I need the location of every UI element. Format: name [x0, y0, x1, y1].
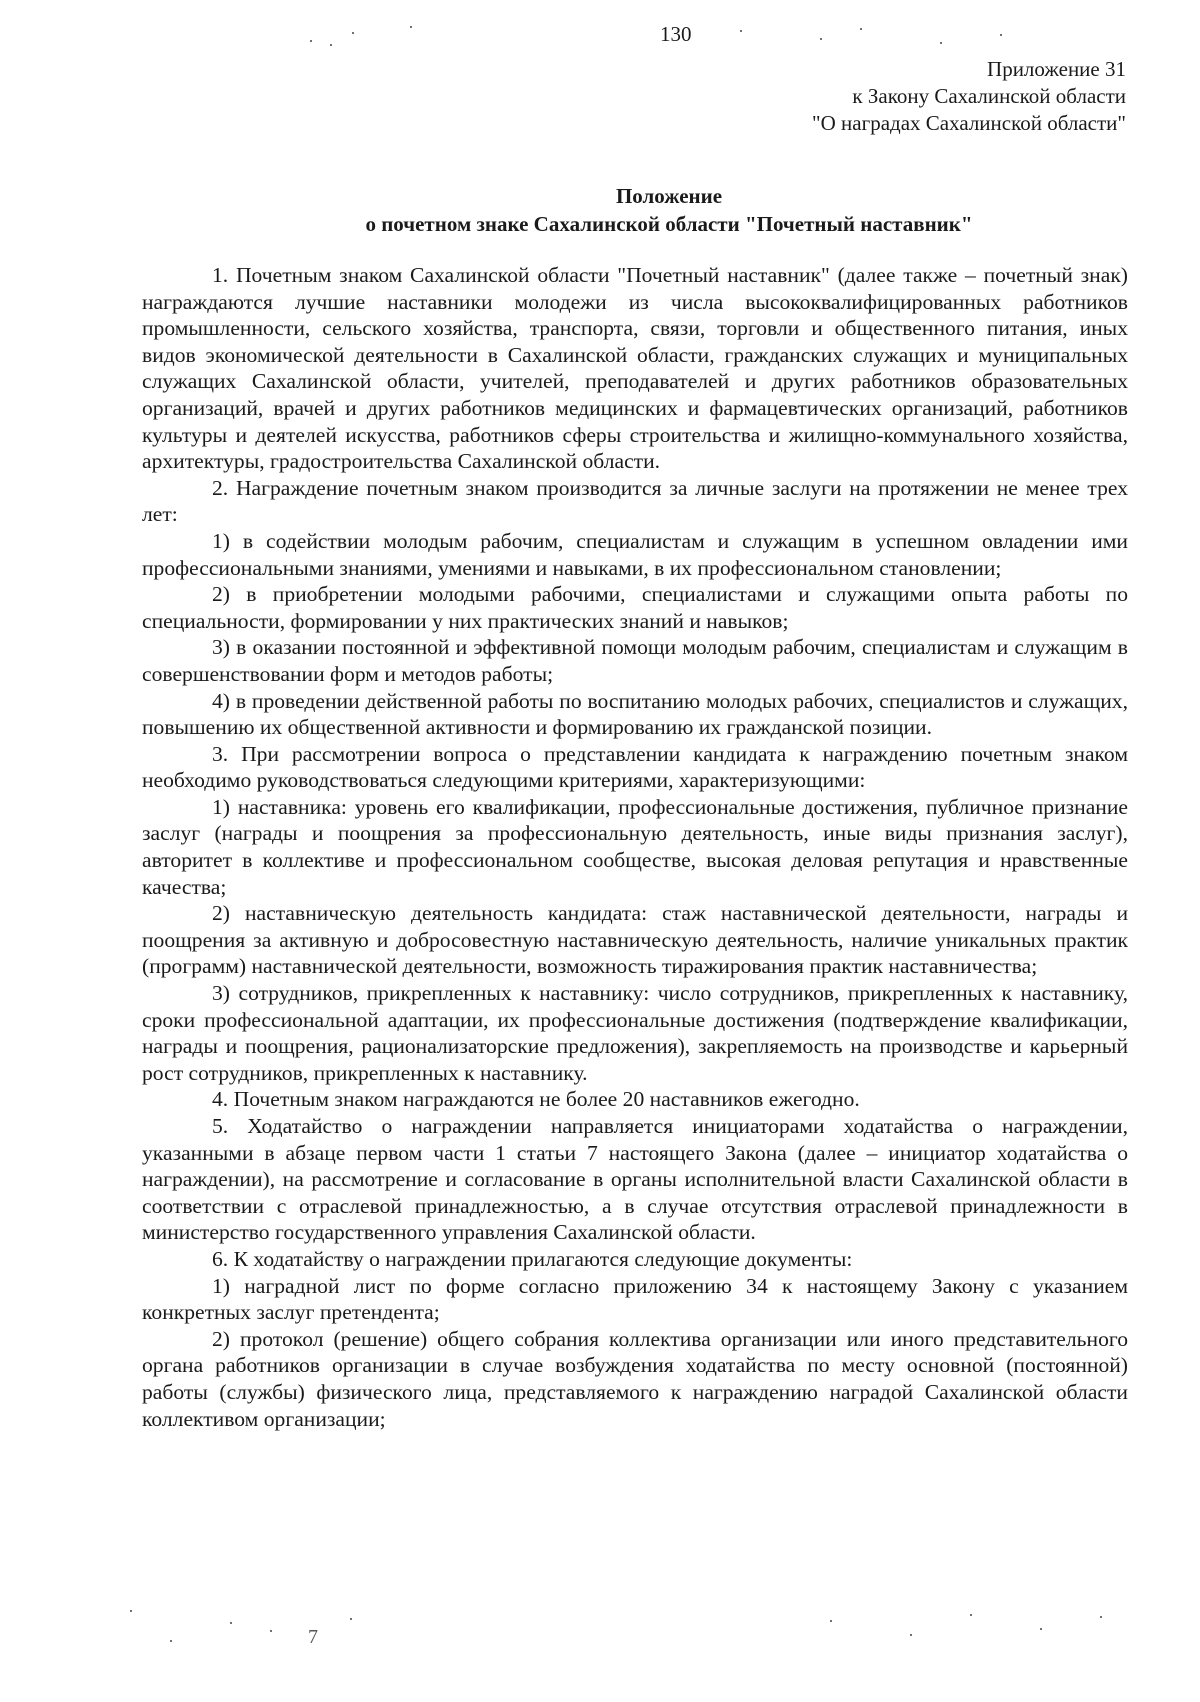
annex-line-1: Приложение 31	[987, 57, 1126, 81]
document-body	[142, 262, 1128, 1432]
annex-line-3: "О наградах Сахалинской области"	[812, 111, 1126, 135]
scan-noise-bottom	[110, 1600, 1150, 1680]
paragraph: 1) наставника: уровень его квалификации, профессиональные достижения, публичное признание заслуг (награды и поощрения за профессиональную деятельность, иные виды признания заслуг), авторитет в коллективе и профессиональном сообществе, высокая деловая репутация и нравственные качества;	[142, 794, 1128, 899]
title-line-2: о почетном знаке Сахалинской области "Почетный наставник"	[365, 212, 973, 236]
paragraph: 1) наградной лист по форме согласно приложению 34 к настоящему Закону с указанием конкретных заслуг претендента;	[142, 1273, 1128, 1325]
title-line-1: Положение	[615, 184, 723, 208]
footer-mark: 7	[308, 1626, 318, 1648]
paragraph: 2. Награждение почетным знаком производится за личные заслуги на протяжении не менее трех лет:	[142, 475, 1128, 527]
annex-block	[812, 56, 1126, 137]
paragraph: 2) в приобретении молодыми рабочими, специалистами и служащими опыта работы по специальности, формировании у них практических знаний и навыков;	[142, 582, 1128, 633]
annex-line-2: к Закону Сахалинской области	[852, 84, 1126, 108]
paragraph: 3. При рассмотрении вопроса о представлении кандидата к награждению почетным знаком необходимо руководствоваться следующими критериями, характеризующими:	[142, 741, 1128, 793]
paragraph: 4. Почетным знаком награждаются не более 20 наставников ежегодно.	[212, 1087, 860, 1112]
paragraph: 2) протокол (решение) общего собрания коллектива организации или иного представительного органа работников организации в случае возбуждения ходатайства по месту основной (постоянной) работы (службы) физического лица, представляемого к награждению наградой Сахалинской области коллективом организации;	[142, 1326, 1128, 1431]
scan-noise-top	[300, 20, 1200, 60]
document-title	[0, 182, 1200, 238]
paragraph: 5. Ходатайство о награждении направляется инициаторами ходатайства о награждении, указанными в абзаце первом части 1 статьи 7 настоящего Закона (далее – инициатор ходатайства о награждении), на рассмотрение и согласование в органы исполнительной власти Сахалинской области в соответствии с отраслевой принадлежностью, а в случае отсутствия отраслевой принадлежности в министерство государственного управления Сахалинской области.	[142, 1114, 1128, 1245]
paragraph: 6. К ходатайству о награждении прилагаются следующие документы:	[212, 1246, 853, 1271]
paragraph: 3) в оказании постоянной и эффективной помощи молодым рабочим, специалистам и служащим в совершенствовании форм и методов работы;	[142, 635, 1128, 686]
paragraph: 4) в проведении действенной работы по воспитанию молодых рабочих, специалистов и служащих, повышению их общественной активности и формированию их гражданской позиции.	[142, 688, 1128, 740]
page-number: 130	[660, 22, 692, 46]
paragraph: 2) наставническую деятельность кандидата: стаж наставнической деятельности, награды и поощрения за активную и добросовестную наставническую деятельность, наличие уникальных практик (программ) наставнической деятельности, возможность тиражирования практик наставничества;	[142, 901, 1128, 979]
paragraph: 1) в содействии молодым рабочим, специалистам и служащим в успешном овладении ими профессиональными знаниями, умениями и навыками, в их профессиональном становлении;	[142, 528, 1128, 580]
paragraph: 1. Почетным знаком Сахалинской области "Почетный наставник" (далее также – почетный знак) награждаются лучшие наставники молодежи из числа высококвалифицированных работников промышленности, сельского хозяйства, транспорта, связи, торговли и общественного питания, иных видов экономической деятельности в Сахалинской области, гражданских служащих и муниципальных служащих Сахалинской области, учителей, преподавателей и других работников образовательных организаций, врачей и других работников медицинских и фармацевтических организаций, работников культуры и деятелей искусства, работников сферы строительства и жилищно-коммунального хозяйства, архитектуры, градостроительства Сахалинской области.	[142, 263, 1128, 474]
paragraph: 3) сотрудников, прикрепленных к наставнику: число сотрудников, прикрепленных к наставнику, сроки профессиональной адаптации, их профессиональные достижения (подтверждение квалификации, награды и поощрения, рационализаторские предложения), закрепляемость на производстве и карьерный рост сотрудников, прикрепленных к наставнику.	[142, 981, 1128, 1085]
